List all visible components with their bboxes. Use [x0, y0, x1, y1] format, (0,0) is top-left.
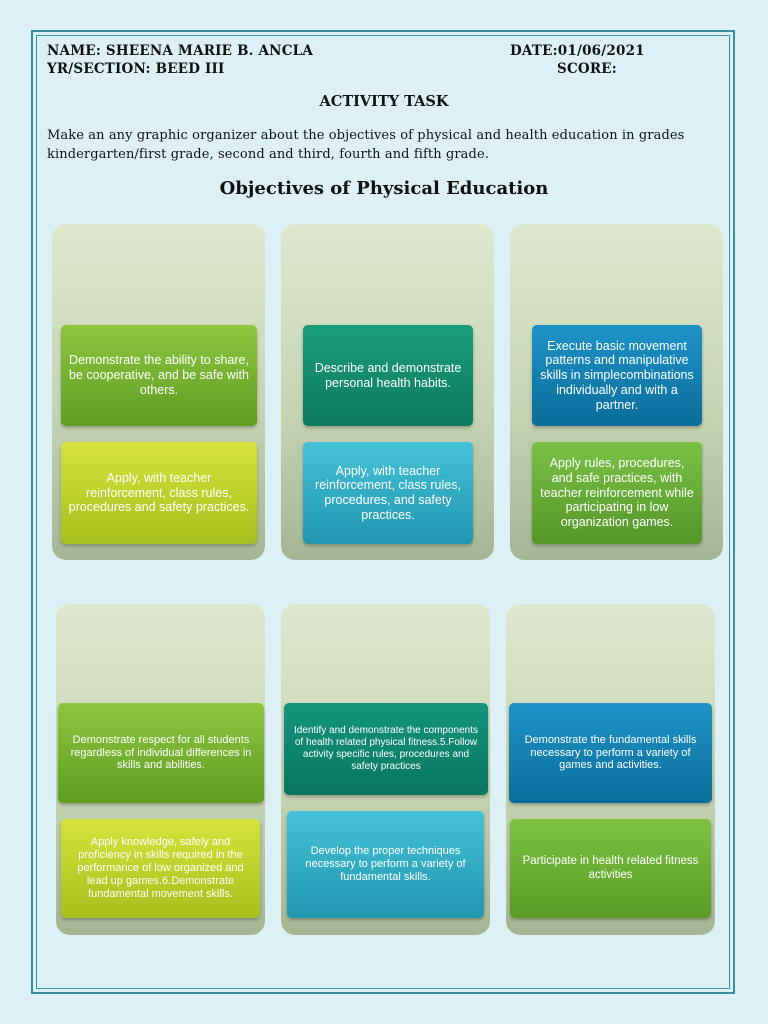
objective-box: Develop the proper techniques necessary to perform a variety of fundamental skills.: [287, 811, 484, 918]
objective-box: Demonstrate the ability to share, be cooperative, and be safe with others.: [61, 325, 257, 426]
objective-box: Apply knowledge, safely and proficiency in skills required in the performance of low organized and lead up games.6.Demonstrate fundamental movement skills.: [61, 819, 260, 918]
date-label: DATE:01/06/2021: [510, 43, 645, 59]
objective-box: Demonstrate the fundamental skills necessary to perform a variety of games and activities.: [509, 703, 712, 803]
instructions-text: Make an any graphic organizer about the objectives of physical and health education in grades kindergarten/first grade, second and third, fourth and fifth grade.: [47, 128, 685, 162]
objective-box: Participate in health related fitness activities: [510, 819, 711, 918]
objective-box: Apply rules, procedures, and safe practices, with teacher reinforcement while participating in low organization games.: [532, 442, 702, 544]
year-section: YR/SECTION: BEED III: [47, 61, 225, 77]
objective-box: Execute basic movement patterns and manipulative skills in simplecombinations individually and with a partner.: [532, 325, 702, 426]
organizer-title: Objectives of Physical Education: [219, 178, 549, 199]
objective-box: Identify and demonstrate the components of health related physical fitness.5.Follow activity specific rules, procedures and safety practices: [284, 703, 488, 795]
objective-box: Demonstrate respect for all students regardless of individual differences in skills and abilities.: [58, 703, 264, 803]
objective-box: Apply, with teacher reinforcement, class rules, procedures and safety practices.: [61, 442, 257, 544]
score-label: SCORE:: [557, 61, 617, 77]
student-name: NAME: SHEENA MARIE B. ANCLA: [47, 43, 314, 59]
objective-box: Describe and demonstrate personal health habits.: [303, 325, 473, 426]
objective-box: Apply, with teacher reinforcement, class rules, procedures, and safety practices.: [303, 442, 473, 544]
activity-task-heading: ACTIVITY TASK: [319, 93, 449, 110]
